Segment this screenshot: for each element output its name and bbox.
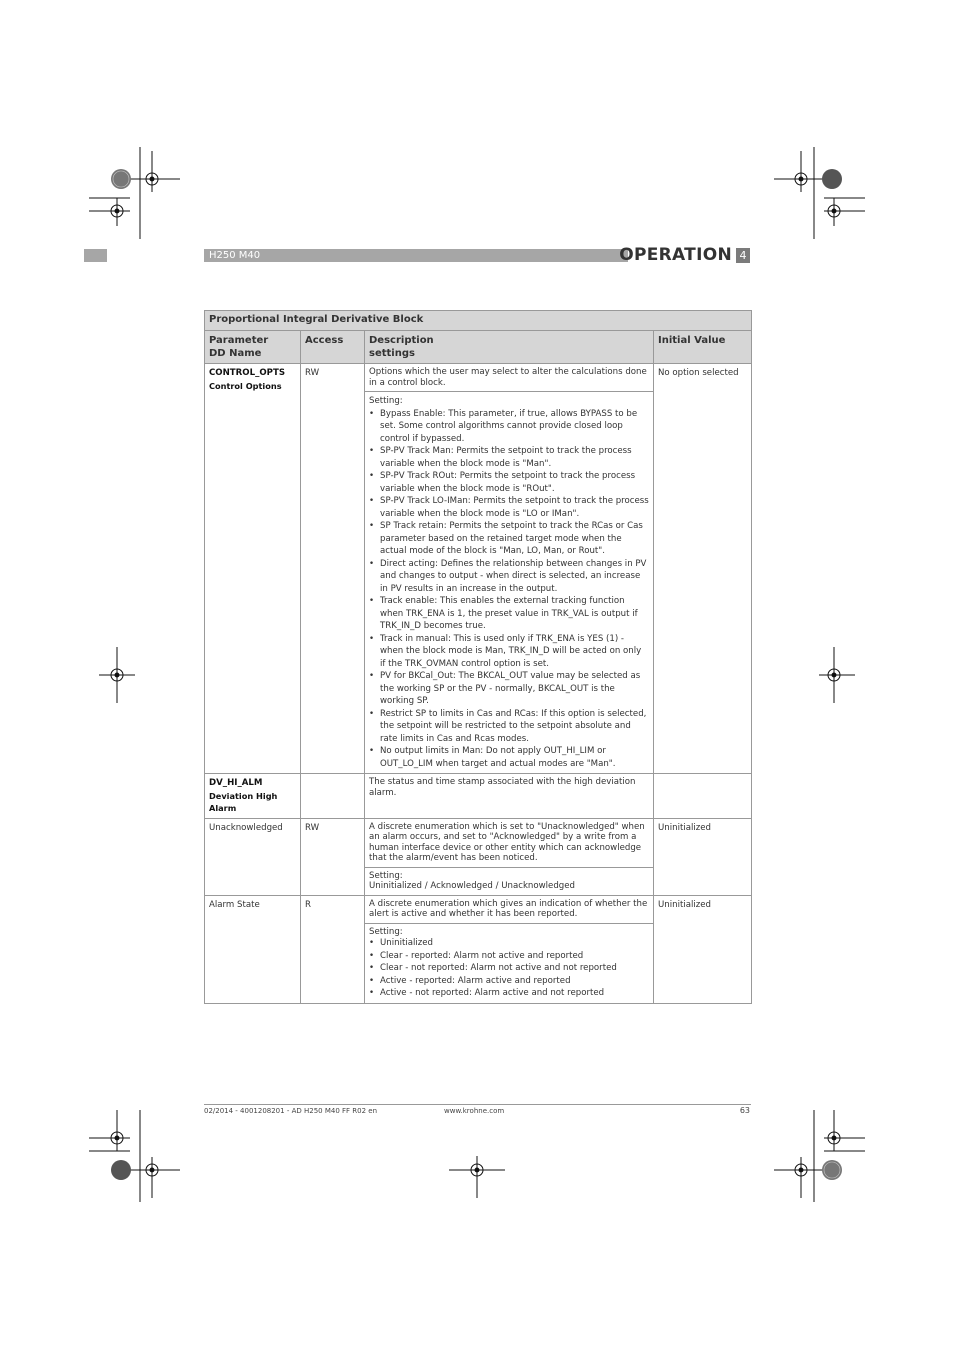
list-item: • Restrict SP to limits in Cas and RCas: If this option is selected, the setpoint will be restricted to the setpoint absolute and rate limits in Cas and Rcas modes. [369, 708, 649, 746]
column-header-parameter: Parameter DD Name [205, 331, 301, 364]
list-item: • No output limits in Man: Do not apply OUT_HI_LIM or OUT_LO_LIM when target and actual modes are "Man". [369, 745, 649, 770]
pid-parameter-table [204, 310, 752, 1004]
list-item: • Track in manual: This is used only if TRK_ENA is YES (1) - when the block mode is Man, TRK_IN_D will be acted on only if the TRK_OVMAN control option is set. [369, 633, 649, 671]
list-item: • Active - reported: Alarm active and reported [369, 975, 649, 988]
column-header-initial-value: Initial Value [654, 331, 752, 364]
page-number: 63 [739, 1106, 750, 1115]
description-cell: The status and time stamp associated with the high deviation alarm. [365, 774, 654, 819]
list-item: • Direct acting: Defines the relationship between changes in PV and changes to output - when direct is selected, an increase in PV results in an increase in the output. [369, 558, 649, 596]
section-number-badge: 4 [736, 248, 750, 263]
description-cell: A discrete enumeration which gives an indication of whether the alert is active and whether it has been reported. [365, 895, 654, 923]
settings-list [369, 408, 649, 771]
list-item: • Clear - not reported: Alarm not active and not reported [369, 962, 649, 975]
parameter-cell: DV_HI_ALM Deviation High Alarm [205, 774, 301, 819]
list-item: • PV for BKCal_Out: The BKCAL_OUT value may be selected as the working SP or the PV - normally, BKCAL_OUT is the working SP. [369, 670, 649, 708]
list-item: • Clear - reported: Alarm not active and reported [369, 950, 649, 963]
table-header-row [205, 331, 752, 364]
access-cell: RW [301, 364, 365, 774]
parameter-cell: Alarm State [205, 895, 301, 1003]
footer-rule [204, 1104, 751, 1105]
header-left-bar [84, 249, 107, 262]
list-item: • SP Track retain: Permits the setpoint to track the RCas or Cas parameter based on the retained target mode when the actual mode of the block is "Man, LO, Man, or Rout". [369, 520, 649, 558]
header-bar [204, 249, 628, 262]
table-title-row [205, 311, 752, 331]
column-header-description: Description settings [365, 331, 654, 364]
footer-website: www.krohne.com [444, 1107, 505, 1115]
access-cell [301, 774, 365, 819]
list-item: • SP-PV Track ROut: Permits the setpoint to track the process variable when the block mode is "ROut". [369, 470, 649, 495]
table-title: Proportional Integral Derivative Block [205, 311, 752, 331]
description-cell: Options which the user may select to alter the calculations done in a control block. [365, 364, 654, 392]
table-row [205, 774, 752, 819]
list-item: • Active - not reported: Alarm active and not reported [369, 987, 649, 1000]
list-item: • SP-PV Track LO-IMan: Permits the setpoint to track the process variable when the block mode is "LO or IMan". [369, 495, 649, 520]
initial-value-cell: Uninitialized [654, 895, 752, 1003]
settings-cell: Setting: • Bypass Enable: This parameter, if true, allows BYPASS to be set. Some control algorithms cannot provide closed loop control if bypassed. • SP-PV Track Man: Permits the setpoint to track the process variable when the block mode is "Man". • SP-PV Track ROut: Permits the setpoint to track the process variable when the block mode is "ROut". • SP-PV Track LO-IMan: Permits the setpoint to track the process variable when the block mode is "LO or IMan". • SP Track retain: Permits the setpoint to track the RCas or Cas parameter based on the retained target mode when the actual mode of the block is "Man, LO, Man, or Rout". • Direct acting: Defines the relationship between changes in PV and changes to output - when direct is selected, an increase in PV results in an increase in the output. • Track enable: This enables the external tracking function when TRK_ENA is 1, the preset value in TRK_VAL is output if TRK_IN_D becomes true. • Track in manual: This is used only if TRK_ENA is YES (1) - when the block mode is Man, TRK_IN_D will be acted on only if the TRK_OVMAN control option is set. • PV for BKCal_Out: The BKCAL_OUT value may be selected as the working SP or the PV - normally, BKCAL_OUT is the working SP. • Restrict SP to limits in Cas and RCas: If this option is selected, the setpoint will be restricted to the setpoint absolute and rate limits in Cas and Rcas modes. • No output limits in Man: Do not apply OUT_HI_LIM or OUT_LO_LIM when target and actual modes are "Man". [365, 392, 654, 774]
parameter-cell: CONTROL_OPTS Control Options [205, 364, 301, 774]
initial-value-cell: No option selected [654, 364, 752, 774]
settings-cell: Setting: Uninitialized / Acknowledged / Unacknowledged [365, 867, 654, 895]
description-cell: A discrete enumeration which is set to "Unacknowledged" when an alarm occurs, and set to "Acknowledged" by a write from a human interface device or other entity which can acknowledge that the alarm/event has been noticed. [365, 818, 654, 867]
section-title: OPERATION [619, 245, 732, 265]
list-item: • Track enable: This enables the external tracking function when TRK_ENA is 1, the preset value in TRK_VAL is output if TRK_IN_D becomes true. [369, 595, 649, 633]
column-header-access: Access [301, 331, 365, 364]
list-item: • SP-PV Track Man: Permits the setpoint to track the process variable when the block mode is "Man". [369, 445, 649, 470]
footer-document-reference: 02/2014 - 4001208201 - AD H250 M40 FF R02 en [204, 1107, 378, 1115]
parameter-cell: Unacknowledged [205, 818, 301, 895]
document-code: H250 M40 [209, 250, 261, 261]
initial-value-cell [654, 774, 752, 819]
access-cell: RW [301, 818, 365, 895]
table-row [205, 818, 752, 867]
settings-cell: Setting: • Uninitialized • Clear - reported: Alarm not active and reported • Clear - not reported: Alarm not active and not reported • Active - reported: Alarm active and reported • Active - not reported: Alarm active and not reported [365, 923, 654, 1003]
initial-value-cell: Uninitialized [654, 818, 752, 895]
access-cell: R [301, 895, 365, 1003]
list-item: • Uninitialized [369, 937, 649, 950]
settings-list [369, 937, 649, 1000]
list-item: • Bypass Enable: This parameter, if true, allows BYPASS to be set. Some control algorithms cannot provide closed loop control if bypassed. [369, 408, 649, 446]
table-row [205, 895, 752, 923]
table-row [205, 364, 752, 392]
